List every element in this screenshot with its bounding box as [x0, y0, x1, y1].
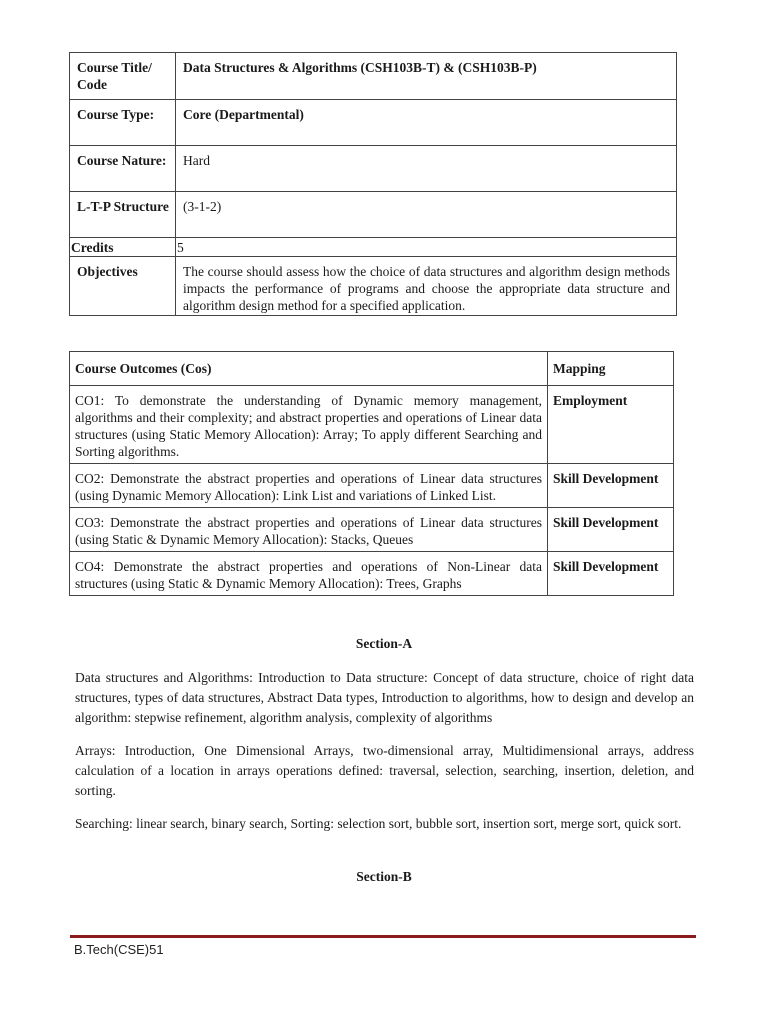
- section-a-paragraph-arrays: Arrays: Introduction, One Dimensional Arrays, two-dimensional array, Multidimensional arrays, address calculation of a location in arrays operations defined: traversal, selection, searching, insertion, deletion, and sorting.: [75, 743, 694, 798]
- course-nature-label: Course Nature:: [70, 146, 176, 192]
- section-a-paragraph-searching: Searching: linear search, binary search, Sorting: selection sort, bubble sort, insertion sort, merge sort, quick sort.: [75, 816, 682, 831]
- outcomes-header: Course Outcomes (Cos): [70, 352, 548, 386]
- outcome-text: CO4: Demonstrate the abstract properties and operations of Non-Linear data structures (using Static & Dynamic Memory Allocation): Trees, Graphs: [70, 552, 548, 596]
- credits-value: 5: [176, 238, 677, 257]
- ltp-structure-value: (3-1-2): [176, 192, 677, 238]
- mapping-header: Mapping: [548, 352, 674, 386]
- ltp-structure-row: [70, 192, 677, 238]
- course-nature-row: [70, 146, 677, 192]
- course-type-label: Course Type:: [70, 100, 176, 146]
- section-a-paragraph-intro: Data structures and Algorithms: Introduction to Data structure: Concept of data structure, choice of right data structures, types of data structures, Abstract Data types, Introduction to algorithms, how to design and develop an algorithm: stepwise refinement, algorithm analysis, complexity of algorithms: [75, 670, 694, 725]
- objectives-label: Objectives: [70, 257, 176, 316]
- credits-label: Credits: [70, 238, 176, 257]
- outcome-text: CO3: Demonstrate the abstract properties and operations of Linear data structures (using Static & Dynamic Memory Allocation): Stacks, Queues: [70, 508, 548, 552]
- course-type-row: [70, 100, 677, 146]
- course-title-label: Course Title/ Code: [70, 53, 176, 100]
- credits-row: [70, 238, 677, 257]
- section-b-heading: Section-B: [356, 869, 412, 884]
- course-type-value: Core (Departmental): [176, 100, 677, 146]
- outcomes-header-row: [70, 352, 674, 386]
- objectives-row: [70, 257, 677, 316]
- outcome-mapping: Skill Development: [548, 464, 674, 508]
- course-outcomes-table: [69, 351, 674, 596]
- outcome-mapping: Employment: [548, 386, 674, 464]
- section-a-heading: Section-A: [355, 636, 413, 651]
- course-title-row: [70, 53, 677, 100]
- course-nature-value: Hard: [176, 146, 677, 192]
- footer-page-label: B.Tech(CSE)51: [74, 942, 164, 957]
- course-info-table: [69, 52, 677, 316]
- outcome-mapping: Skill Development: [548, 552, 674, 596]
- table-row: [70, 552, 674, 596]
- objectives-value: The course should assess how the choice of data structures and algorithm design methods impacts the performance of programs and choose the appropriate data structure and algorithm design method for a specified application.: [176, 257, 677, 316]
- table-row: [70, 386, 674, 464]
- course-title-value: Data Structures & Algorithms (CSH103B-T) & (CSH103B-P): [176, 53, 677, 100]
- table-row: [70, 508, 674, 552]
- ltp-structure-label: L-T-P Structure: [70, 192, 176, 238]
- outcome-text: CO1: To demonstrate the understanding of Dynamic memory management, algorithms and their complexity; and abstract properties and operations of Linear data structures (using Static Memory Allocation): Array; To apply different Searching and Sorting algorithms.: [70, 386, 548, 464]
- outcome-text: CO2: Demonstrate the abstract properties and operations of Linear data structures (using Dynamic Memory Allocation): Link List and variations of Linked List.: [70, 464, 548, 508]
- table-row: [70, 464, 674, 508]
- outcome-mapping: Skill Development: [548, 508, 674, 552]
- footer-divider: [70, 935, 696, 938]
